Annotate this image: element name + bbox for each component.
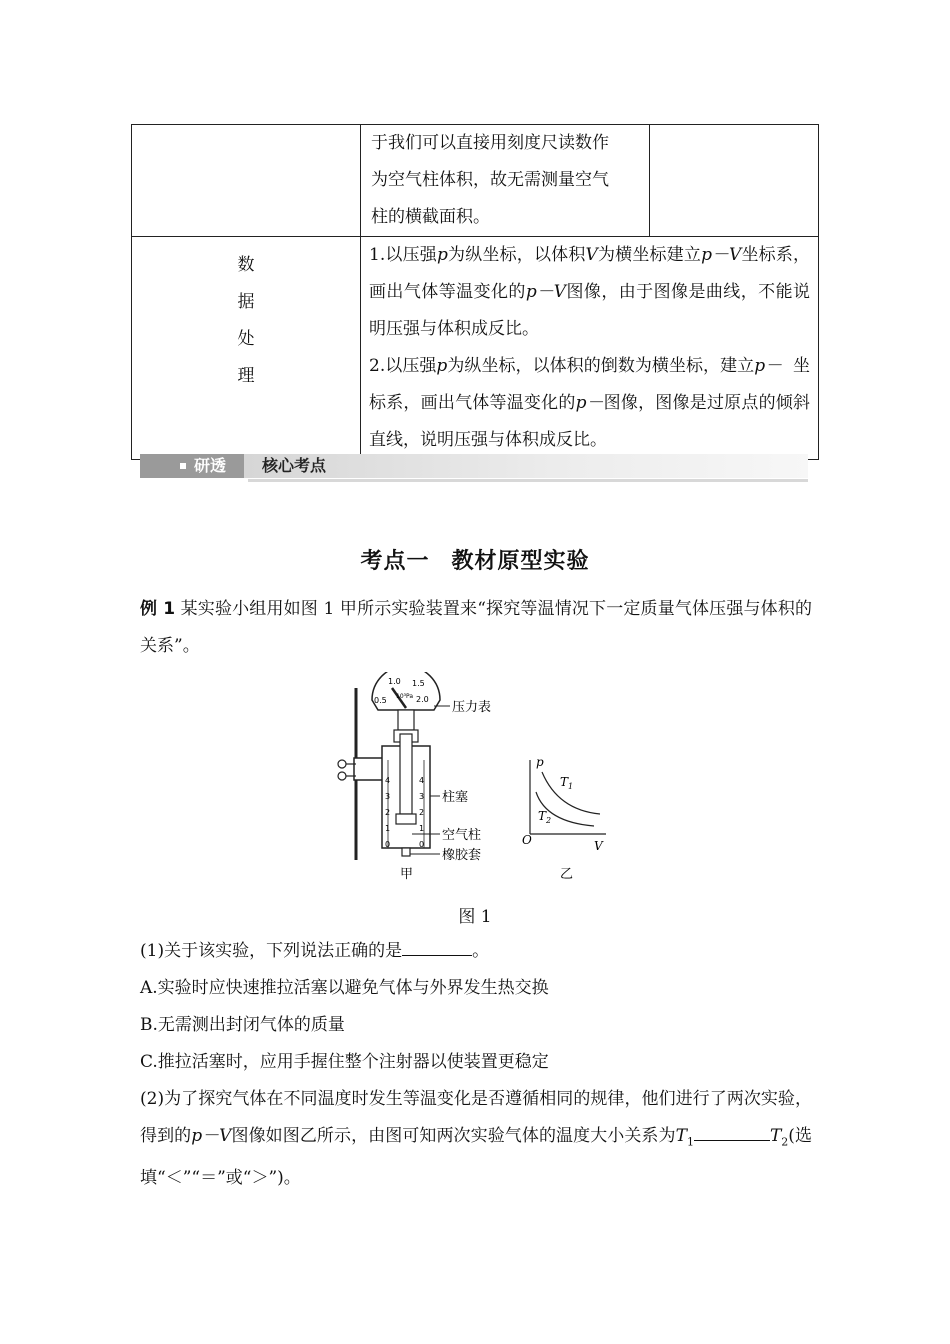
gauge-tick: 2.0	[416, 695, 429, 704]
gauge-tick: 1.5	[412, 679, 425, 688]
section-heading	[0, 544, 950, 575]
gauge-tick: 1.0	[388, 677, 401, 686]
svg-text:p: p	[536, 755, 544, 769]
label-rubber-cap: 橡胶套	[442, 848, 482, 863]
section-banner	[140, 454, 808, 482]
isotherm-T1	[542, 772, 600, 814]
figure-caption: 图 1	[458, 907, 492, 927]
table-cell-empty	[132, 125, 361, 237]
svg-text:1: 1	[419, 824, 425, 833]
row1-line: 为空气柱体积，故无需测量空气	[371, 170, 609, 190]
row1-line: 于我们可以直接用刻度尺读数作	[371, 133, 609, 153]
table-row	[132, 237, 819, 460]
svg-text:3: 3	[419, 792, 425, 801]
plunger-rod	[400, 734, 412, 814]
scale-mark: 3	[385, 792, 391, 801]
option-c: C.推拉活塞时，应用手握住整个注射器以使装置更稳定	[140, 1052, 549, 1072]
bullet-square-icon	[180, 463, 186, 469]
answer-blank[interactable]	[694, 1122, 770, 1141]
svg-text:2: 2	[419, 808, 425, 817]
scale-mark: 4	[385, 776, 391, 785]
option-b: B.无需测出封闭气体的质量	[140, 1015, 345, 1035]
processing-item-1: 1.以压强p为纵坐标，以体积V为横坐标建立p－V坐标系，画出气体等温变化的p－V图像，由于图像是曲线，不能说明压强与体积成反比。	[369, 245, 811, 339]
svg-text:4: 4	[419, 776, 425, 785]
label-gauge: 压力表	[452, 700, 492, 715]
svg-text:V: V	[594, 839, 603, 853]
svg-text:T2: $T_2$	[538, 809, 552, 825]
option-a: A.实验时应快速推拉活塞以避免气体与外界发生热交换	[140, 978, 549, 998]
svg-text:0: 0	[419, 840, 425, 849]
plunger-head	[396, 814, 416, 824]
label-air-column: 空气柱	[442, 828, 482, 843]
figure-1	[330, 672, 630, 882]
label-char: 数	[237, 255, 255, 275]
label-char: 理	[237, 366, 255, 386]
scale-mark: 0	[385, 840, 391, 849]
summary-table	[131, 124, 819, 460]
banner-title-bar	[244, 454, 808, 478]
scale-mark: 2	[385, 808, 391, 817]
gauge-unit: 10³Pa	[396, 693, 414, 700]
row1-line: 柱的横截面积。	[371, 207, 490, 227]
table-cell-text	[361, 125, 650, 237]
answer-blank[interactable]	[402, 937, 472, 956]
label-plunger: 柱塞	[442, 790, 469, 805]
data-processing-body	[361, 237, 819, 460]
label-char: 处	[237, 329, 255, 349]
label-char: 据	[237, 292, 255, 312]
gauge-tick: 0.5	[374, 696, 387, 705]
question-1: (1)关于该实验，下列说法正确的是 。	[140, 933, 812, 970]
heading-part2: 教材原型实验	[451, 549, 590, 574]
svg-text:T1: $T_1$	[560, 775, 574, 791]
banner-tag	[140, 454, 244, 478]
processing-item-2: 2.以压强p为纵坐标，以体积的倒数为横坐标，建立p－ 坐标系，画出气体等温变化的p－图像，图像是过原点的倾斜直线，说明压强与体积成反比。	[369, 356, 811, 450]
svg-text:O: O	[522, 833, 532, 847]
banner-left-label: 研透	[194, 456, 227, 475]
example-paragraph	[140, 591, 812, 665]
example-text: 某实验小组用如图 1 甲所示实验装置来“探究等温情况下一定质量气体压强与体积的关系”。	[140, 599, 812, 656]
table-row	[132, 125, 819, 237]
scale-mark: 1	[385, 824, 391, 833]
banner-right-label: 核心考点	[262, 456, 327, 475]
example-label: 例 1	[140, 599, 176, 619]
data-processing-label	[132, 237, 361, 460]
rubber-cap	[402, 848, 410, 856]
table-cell-empty	[650, 125, 819, 237]
sublabel-jia: 甲	[400, 867, 414, 882]
sublabel-yi: 乙	[560, 867, 574, 882]
question-2: (2)为了探究气体在不同温度时发生等温变化是否遵循相同的规律，他们进行了两次实验，得到的p－V图像如图乙所示，由图可知两次实验气体的温度大小关系为$T_1$ $T_2$(选填“＜”“＝”或“＞”)。	[140, 1089, 813, 1189]
heading-part1: 考点一	[360, 549, 430, 574]
